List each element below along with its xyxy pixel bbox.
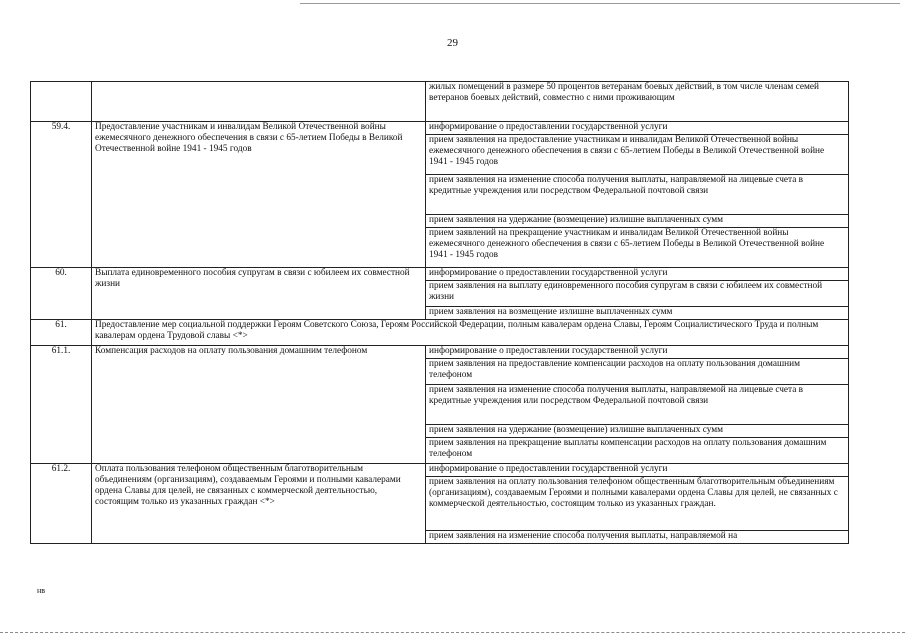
top-scan-line [300,3,900,4]
action-item: информирование о предоставлении государственной услуги [426,122,849,135]
row-number: 61. [31,320,92,346]
action-item: жилых помещений в размере 50 процентов ветеранам боевых действий, в том числе членам семей ветеранов боевых действий, совместно с ними проживающим [426,82,849,122]
service-name: Предоставление участникам и инвалидам Великой Отечественной войны ежемесячного денежного обеспечения в связи с 65-летием Победы в Великой Отечественной войне 1941 - 1945 годов [92,122,426,268]
action-item: прием заявления на выплату единовременного пособия супругам в связи с юбилеем их совместной жизни [426,281,849,307]
table-row [31,464,849,477]
action-item: прием заявлений на прекращение участникам и инвалидам Великой Отечественной войны ежемесячного денежного обеспечения в связи с 65-летием Победы в Великой Отечественной войне 1941 - 1945 годов [426,228,849,268]
action-item: прием заявления на предоставление участникам и инвалидам Великой Отечественной войны ежемесячного денежного обеспечения в связи с 65-летием Победы в Великой Отечественной войне 1941 - 1945 годов [426,135,849,175]
table-row [31,268,849,281]
action-item: прием заявления на оплату пользования телефоном общественным благотворительным объединениям (организациям), создаваемым Героями и полными кавалерами ордена Славы для целей, не связанных с коммерческой деятельностью, состоящим только из указанных граждан. [426,477,849,531]
service-name: Компенсация расходов на оплату пользования домашним телефоном [92,346,426,464]
table-row [31,346,849,359]
table-row [31,122,849,135]
row-number: 59.4. [31,122,92,268]
row-number: 60. [31,268,92,320]
action-item: прием заявления на удержание (возмещение) излишне выплаченных сумм [426,425,849,438]
row-number: 61.2. [31,464,92,544]
page-number: 29 [447,37,458,49]
service-name: Выплата единовременного пособия супругам в связи с юбилеем их совместной жизни [92,268,426,320]
bottom-scan-line [0,632,905,633]
action-item: прием заявления на изменение способа получения выплаты, направляемой на лицевые счета в кредитные учреждения или посредством Федеральной почтовой связи [426,385,849,425]
action-item: информирование о предоставлении государственной услуги [426,346,849,359]
section-heading: Предоставление мер социальной поддержки Героям Советского Союза, Героям Российской Федерации, полным кавалерам ордена Славы, Героям Социалистического Труда и полным кавалерам ордена Трудовой славы <*> [92,320,849,346]
table-row [31,82,849,122]
services-table [30,81,849,544]
action-item: прием заявления на прекращение выплаты компенсации расходов на оплату пользования домашним телефоном [426,438,849,464]
action-item: информирование о предоставлении государственной услуги [426,464,849,477]
row-number [31,82,92,122]
row-number: 61.1. [31,346,92,464]
footer-mark: нв [37,586,46,595]
service-name [92,82,426,122]
action-item: прием заявления на предоставление компенсации расходов на оплату пользования домашним телефоном [426,359,849,385]
action-item: прием заявления на изменение способа получения выплаты, направляемой на [426,531,849,544]
action-item: прием заявления на изменение способа получения выплаты, направляемой на лицевые счета в кредитные учреждения или посредством Федеральной почтовой связи [426,175,849,215]
action-item: прием заявления на удержание (возмещение) излишне выплаченных сумм [426,215,849,228]
table-row [31,320,849,346]
service-name: Оплата пользования телефоном общественным благотворительным объединениям (организациям), создаваемым Героями и полными кавалерами ордена Славы для целей, не связанных с коммерческой деятельностью, состоящим только из указанных граждан <*> [92,464,426,544]
action-item: прием заявления на возмещение излишне выплаченных сумм [426,307,849,320]
action-item: информирование о предоставлении государственной услуги [426,268,849,281]
